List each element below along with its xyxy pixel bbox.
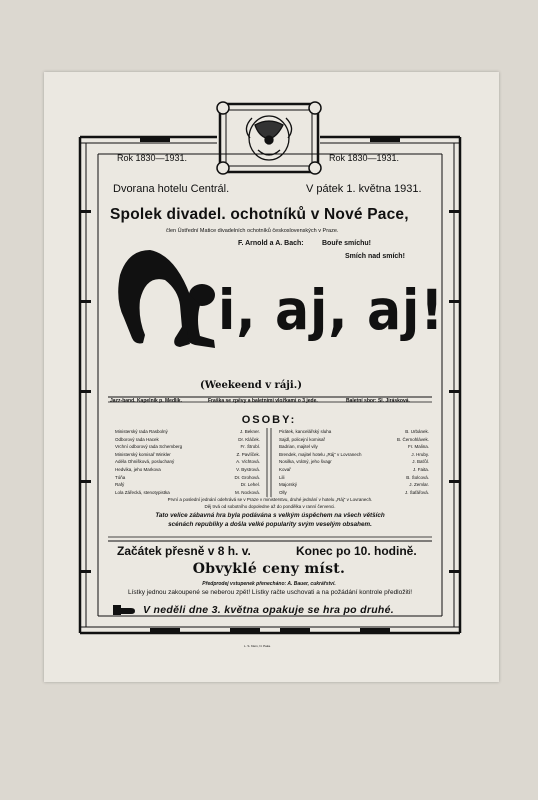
- cast-actor: Fr. Malina.: [407, 444, 429, 450]
- cast-row: [115, 443, 260, 451]
- cast-actor: Dr. Lehel.: [240, 482, 260, 488]
- cast-actor: J. Šafářová.: [404, 489, 429, 495]
- cast-actor: J. Faita.: [412, 466, 429, 472]
- cast-role: Brendek, majitel hotelu „Ráj“ v Lovranech: [279, 451, 362, 457]
- cast-row: [115, 466, 260, 474]
- end-time: Konec po 10. hodině.: [296, 544, 417, 558]
- year-left: Rok 1830—1931.: [117, 153, 188, 163]
- cast-role: Nosilka, vrátný, jeho švagr: [279, 459, 332, 465]
- year-right: Rok 1830—1931.: [329, 153, 400, 163]
- cast-heading: OSOBY:: [241, 414, 297, 426]
- cast-role: Lola Zářecká, stenotypistka: [115, 489, 170, 495]
- printer: L. S. Klein, N. Paka.: [244, 644, 271, 648]
- praise-1: Tato velice zábavná hra byla podávána s velkým úspěchem na všech větších: [155, 512, 385, 519]
- cast-role: Lili: [279, 474, 285, 480]
- cast-actor: J. Baťůl.: [412, 459, 429, 465]
- cast-row: [115, 489, 260, 497]
- pointing-hand-icon: [113, 605, 135, 615]
- cast-actor: B. Černohlávek.: [396, 436, 429, 442]
- cast-row: [279, 489, 429, 497]
- genre: Fraška se zpěvy a baletními vložkami o 3 jede.: [208, 398, 318, 404]
- cast-row: [115, 458, 260, 466]
- cast-actor: Dr. Grohová.: [234, 474, 260, 480]
- cast-row: [279, 466, 429, 474]
- cast-role: Tóňa: [115, 474, 126, 480]
- tagline-1: Bouře smíchu!: [322, 240, 372, 247]
- cast-actor: B. Šolcová.: [406, 474, 429, 480]
- cast-row: [115, 481, 260, 489]
- cast-role: Ministerský komisař Winkler: [115, 451, 171, 457]
- play-title: i, aj, aj!: [218, 278, 445, 342]
- cast-role: Pirátek, kancelářský sluha: [279, 429, 332, 434]
- cast-role: Vrchní odborový rada Schemberg: [115, 444, 183, 450]
- cast-row: [115, 428, 260, 436]
- authors: F. Arnold a A. Bach:: [238, 240, 304, 247]
- ticket-note: Lístky jednou zakoupené se neberou zpět! Lístky račte uschovati a na požádání kontrole předložiti!: [127, 589, 412, 596]
- scene-note-2: Děj trvá od sobotního dopoledne až do pondělka v ranní červenci.: [204, 504, 336, 509]
- cast-list-left: [115, 428, 260, 496]
- ballet: Baletní sbor: Sl. Jirásková.: [346, 398, 410, 404]
- cast-row: [279, 458, 429, 466]
- play-subtitle: (Weekeend v ráji.): [200, 380, 302, 391]
- cast-role: Kovař: [279, 466, 291, 472]
- cast-actor: V. Bystrová.: [236, 466, 260, 472]
- cast-role: Ministerský rada Rasbolný: [115, 429, 168, 434]
- cast-role: Rafý: [115, 482, 125, 488]
- cast-actor: Z. Pavlíček.: [236, 451, 260, 457]
- jazz-band: Jazz-band. Kapelník p. Medlík.: [110, 398, 182, 404]
- cast-actor: J. Hruby.: [411, 451, 429, 457]
- tagline-2: Smích nad smích!: [345, 253, 405, 260]
- cast-actor: M. Nocková.: [234, 489, 260, 495]
- cast-actor: Fr. Štrobl.: [240, 444, 260, 450]
- cast-row: [279, 436, 429, 444]
- cast-actor: J. Zemlar.: [409, 482, 429, 488]
- cast-role: Adéla Ohnišková, posluchaný: [115, 459, 175, 465]
- cast-role: Sajdl, policejní komisař: [279, 436, 326, 442]
- cast-row: [279, 451, 429, 459]
- acrobat-silhouette: [118, 250, 215, 348]
- cast-actor: A. Vichtová.: [236, 459, 260, 465]
- membership-note: člen Ústřední Matice divadelních ochotníků československých v Praze.: [166, 228, 339, 234]
- start-time: Začátek přesně v 8 h. v.: [117, 544, 251, 558]
- cast-actor: B. Urbánek.: [405, 429, 429, 434]
- cast-row: [279, 481, 429, 489]
- cast-role: Olly: [279, 489, 287, 495]
- performance-date: V pátek 1. května 1931.: [306, 183, 422, 195]
- repeat-notice: V neděli dne 3. května opakuje se hra po druhé.: [143, 604, 395, 616]
- society-name: Spolek divadel. ochotníků v Nové Pace,: [110, 206, 409, 223]
- prices: Obvyklé ceny míst.: [192, 561, 346, 577]
- cast-role: Hedvika, jeho Markova: [115, 466, 161, 472]
- venue: Dvorana hotelu Centrál.: [113, 183, 230, 195]
- cast-row: [115, 451, 260, 459]
- cast-role: Odborový rada Hacek: [115, 436, 159, 442]
- cast-row: [279, 474, 429, 482]
- cast-row: [115, 474, 260, 482]
- cast-role: Majorský: [279, 482, 298, 488]
- ornamental-flower-emblem: [246, 116, 291, 160]
- praise-2: scénách republiky a došla velké popularity svým veselým obsahem.: [168, 521, 372, 528]
- cast-role: Badrian, majitel vily: [279, 444, 318, 450]
- cast-actor: Dr. Kláček.: [238, 436, 260, 442]
- cast-row: [279, 428, 429, 436]
- cast-row: [279, 443, 429, 451]
- scene-note-1: První a poslední jednání odehrává se v Praze v ministerstvu, druhé jednání v hotelu „Ráj“ v Lovranech.: [167, 497, 373, 502]
- cast-list-right: [279, 428, 429, 496]
- presale-note: Předprodej vstupenek přenecháno: A. Bauer, cukrářství.: [202, 581, 336, 587]
- cast-row: [115, 436, 260, 444]
- cast-actor: J. Bekner.: [239, 429, 260, 434]
